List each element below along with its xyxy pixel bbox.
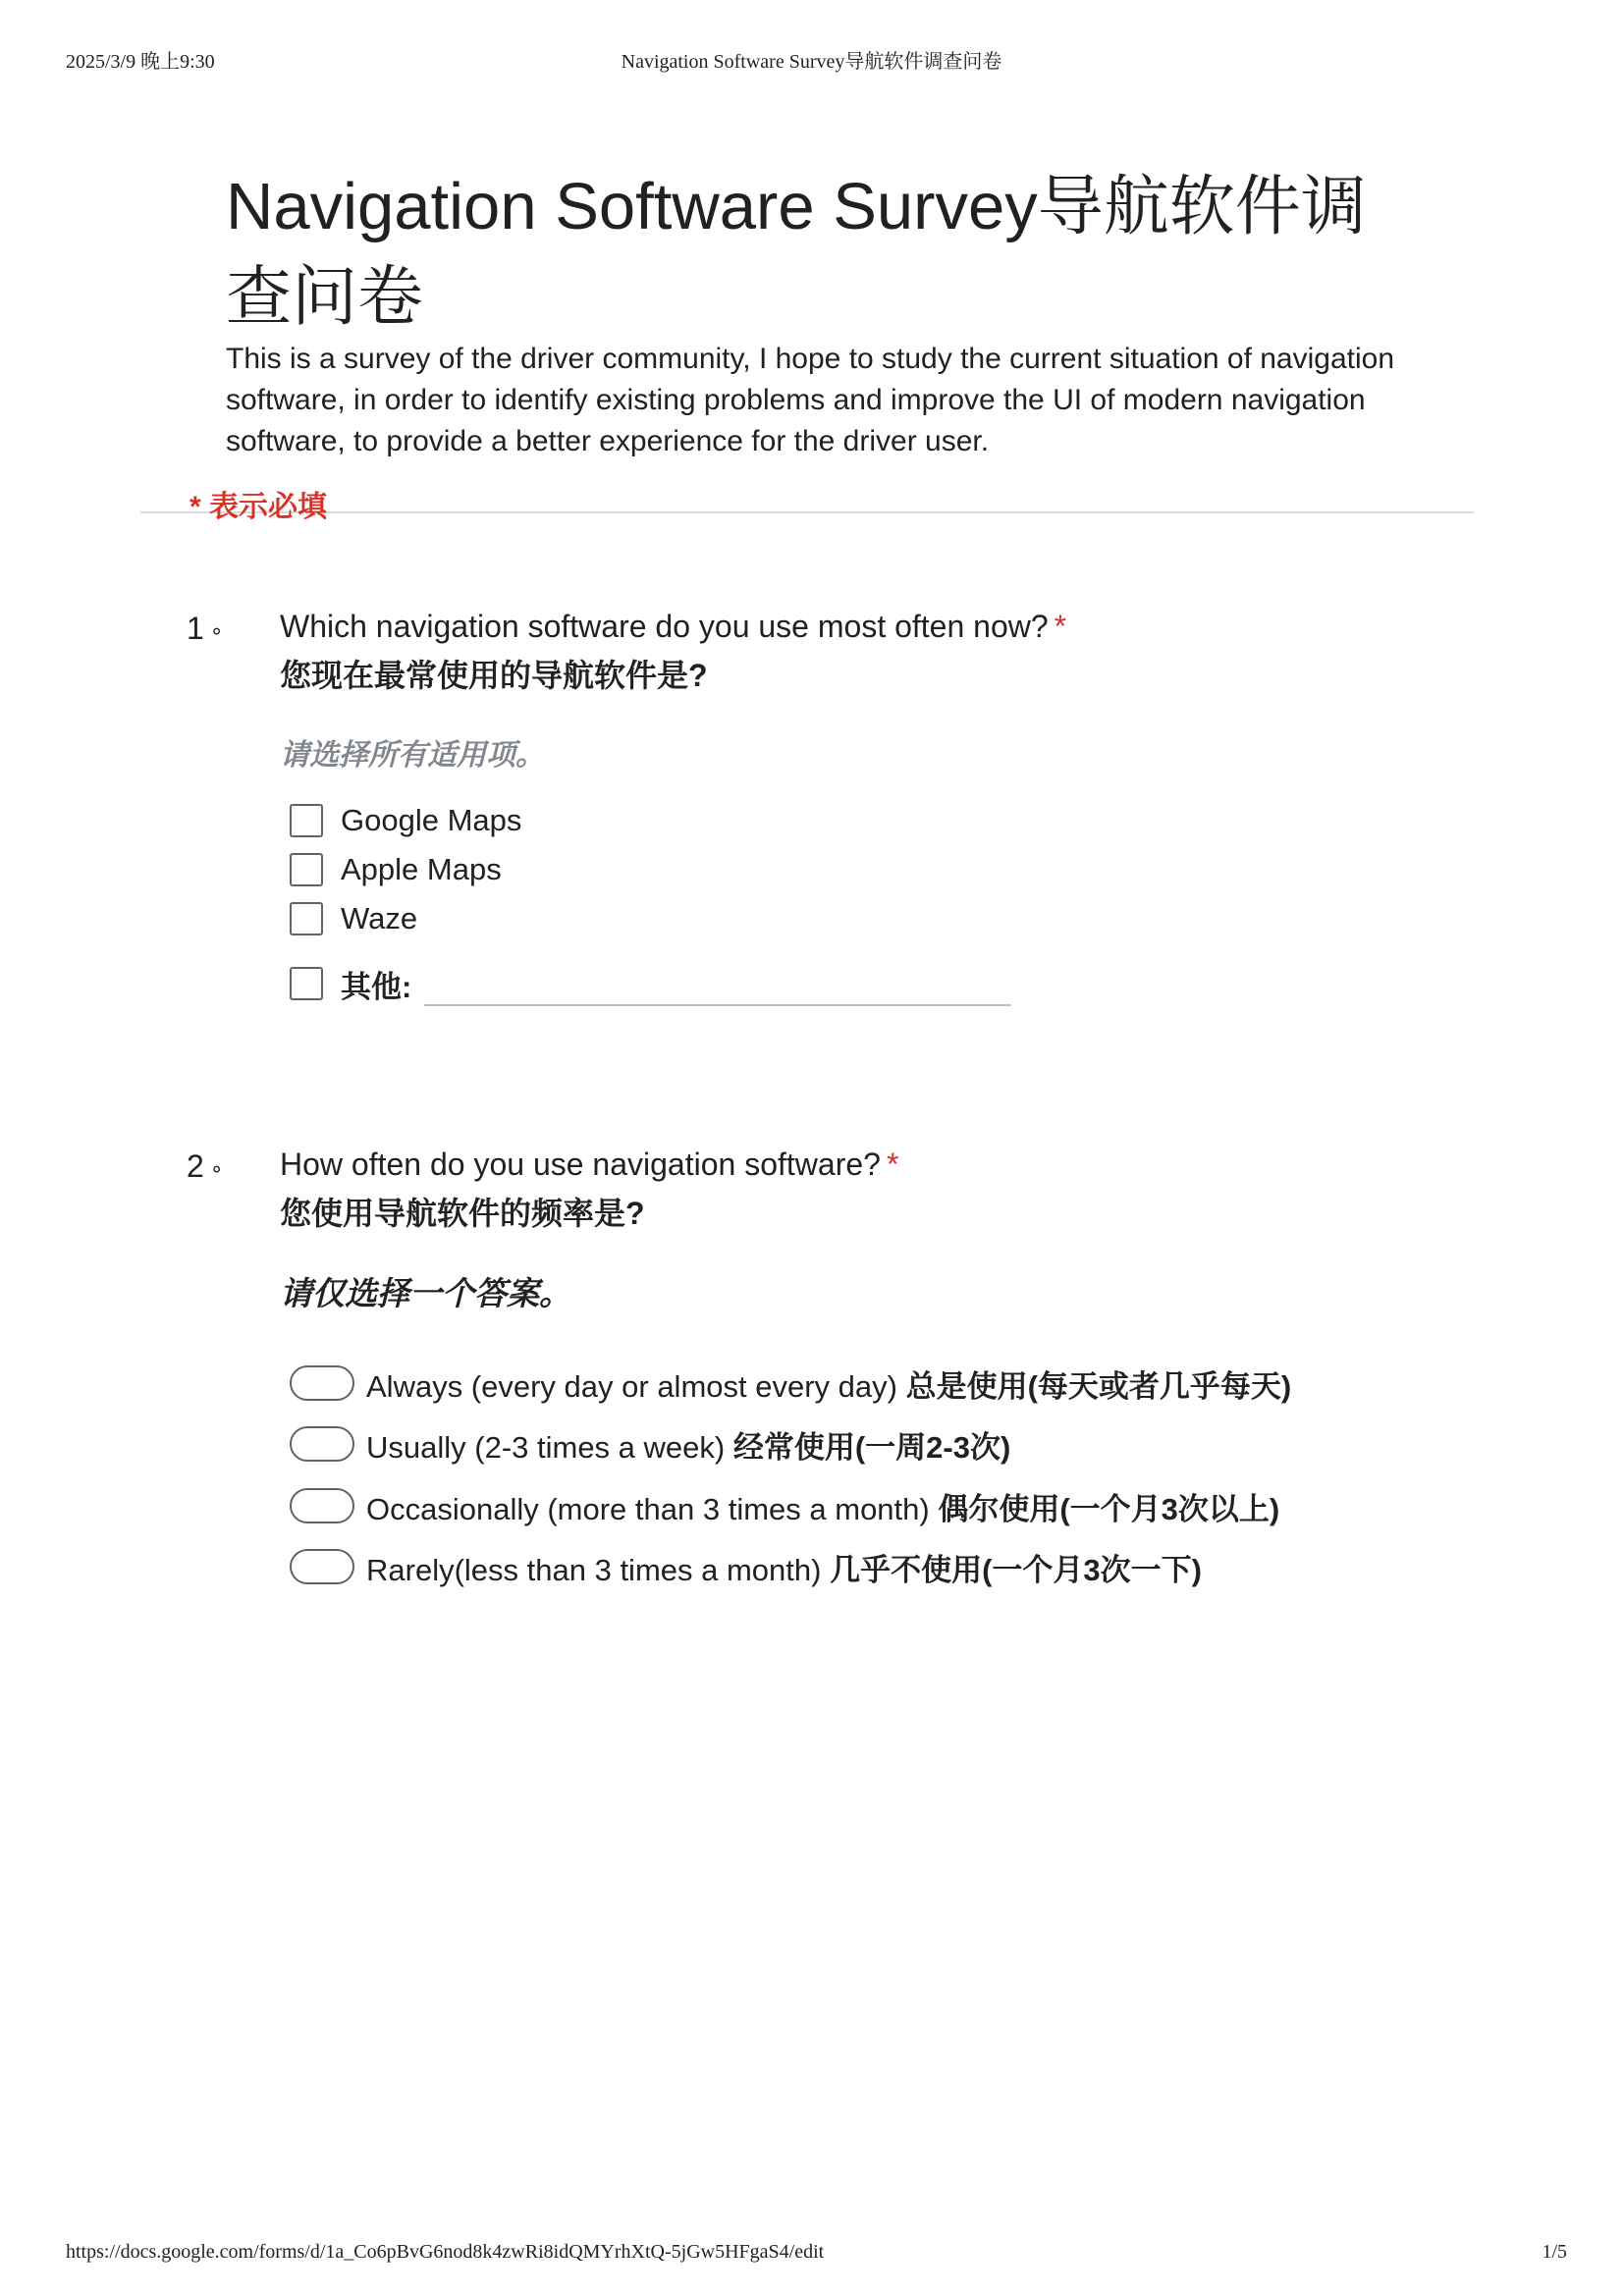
print-url: https://docs.google.com/forms/d/1a_Co6pBvG6nod8k4zwRi8idQMYrhXtQ-5jGw5HFgaS4/edit [66, 2241, 825, 2263]
option-apple-maps-label: Apple Maps [341, 852, 502, 886]
question-1-hint: 请选择所有适用项。 [280, 739, 545, 772]
required-note: * 表示必填 [189, 491, 328, 523]
option-rarely-label-en: Rarely(less than 3 times a month) [366, 1552, 831, 1587]
question-1-text-en-label: Which navigation software do you use most often now? [280, 609, 1049, 644]
question-1-number-text: 1 [187, 611, 204, 646]
option-rarely-label [366, 1545, 1202, 1589]
radio-occasionally[interactable] [290, 1488, 354, 1523]
checkbox-waze[interactable] [290, 902, 323, 935]
form-title-line1: Navigation Software Survey导航软件调 [226, 170, 1367, 243]
option-usually-label [366, 1422, 1010, 1467]
option-usually-label-en: Usually (2-3 times a week) [366, 1429, 733, 1465]
option-other[interactable] [290, 964, 411, 1003]
question-1-required-mark: * [1054, 609, 1067, 644]
header-divider [140, 511, 1474, 513]
print-footer [0, 2241, 1623, 2270]
question-2-number-text: 2 [187, 1148, 204, 1184]
checkbox-other[interactable] [290, 967, 323, 1000]
question-1-text-en [280, 607, 1066, 646]
form-description: This is a survey of the driver community, I hope to study the current situation of navigation software, in order to identify existing problems and improve the UI of modern navigation software, to provide a better experience for the driver user. [226, 343, 1395, 457]
radio-always[interactable] [290, 1365, 354, 1401]
checkbox-apple-maps[interactable] [290, 853, 323, 886]
print-date: 2025/3/9 晚上9:30 [66, 51, 215, 73]
question-2-number [187, 1147, 224, 1189]
option-occasionally[interactable] [290, 1486, 1279, 1525]
question-1-number [187, 609, 224, 651]
print-header [0, 45, 1623, 75]
option-always-label [366, 1362, 1291, 1406]
question-2-bullet: ∘ [209, 1155, 224, 1181]
option-occasionally-label [366, 1484, 1279, 1528]
question-2-text-en-label: How often do you use navigation software? [280, 1147, 881, 1182]
radio-rarely[interactable] [290, 1549, 354, 1584]
option-occasionally-label-en: Occasionally (more than 3 times a month) [366, 1491, 939, 1526]
option-always-label-en: Always (every day or almost every day) [366, 1368, 906, 1404]
option-google-maps-label: Google Maps [341, 803, 522, 837]
radio-usually[interactable] [290, 1426, 354, 1462]
question-2-hint: 请仅选择一个答案。 [280, 1275, 571, 1311]
option-usually-label-zh: 经常使用(一周2-3次) [732, 1429, 1011, 1465]
option-waze[interactable] [290, 899, 417, 938]
question-2-text-zh: 您使用导航软件的频率是? [280, 1196, 645, 1231]
option-waze-label: Waze [341, 901, 418, 935]
option-other-label: 其他: [341, 969, 412, 1004]
other-text-input[interactable] [424, 1004, 1011, 1006]
option-rarely-label-zh: 几乎不使用(一个月3次一下) [830, 1552, 1202, 1587]
question-2-required-mark: * [886, 1147, 899, 1182]
option-usually[interactable] [290, 1424, 1010, 1464]
form-title [226, 162, 1434, 343]
question-2-text-en [280, 1145, 898, 1184]
option-google-maps[interactable] [290, 801, 521, 840]
question-1-bullet: ∘ [209, 617, 224, 643]
form-title-line2: 查问卷 [226, 260, 423, 334]
checkbox-google-maps[interactable] [290, 804, 323, 837]
option-rarely[interactable] [290, 1547, 1202, 1586]
question-1-text-zh: 您现在最常使用的导航软件是? [280, 658, 708, 693]
option-occasionally-label-zh: 偶尔使用(一个月3次以上) [938, 1491, 1280, 1526]
option-apple-maps[interactable] [290, 850, 502, 889]
option-always[interactable] [290, 1363, 1291, 1403]
option-always-label-zh: 总是使用(每天或者几乎每天) [905, 1368, 1292, 1404]
print-page-title: Navigation Software Survey导航软件调查问卷 [621, 51, 1002, 73]
print-page-number: 1/5 [1542, 2241, 1567, 2263]
